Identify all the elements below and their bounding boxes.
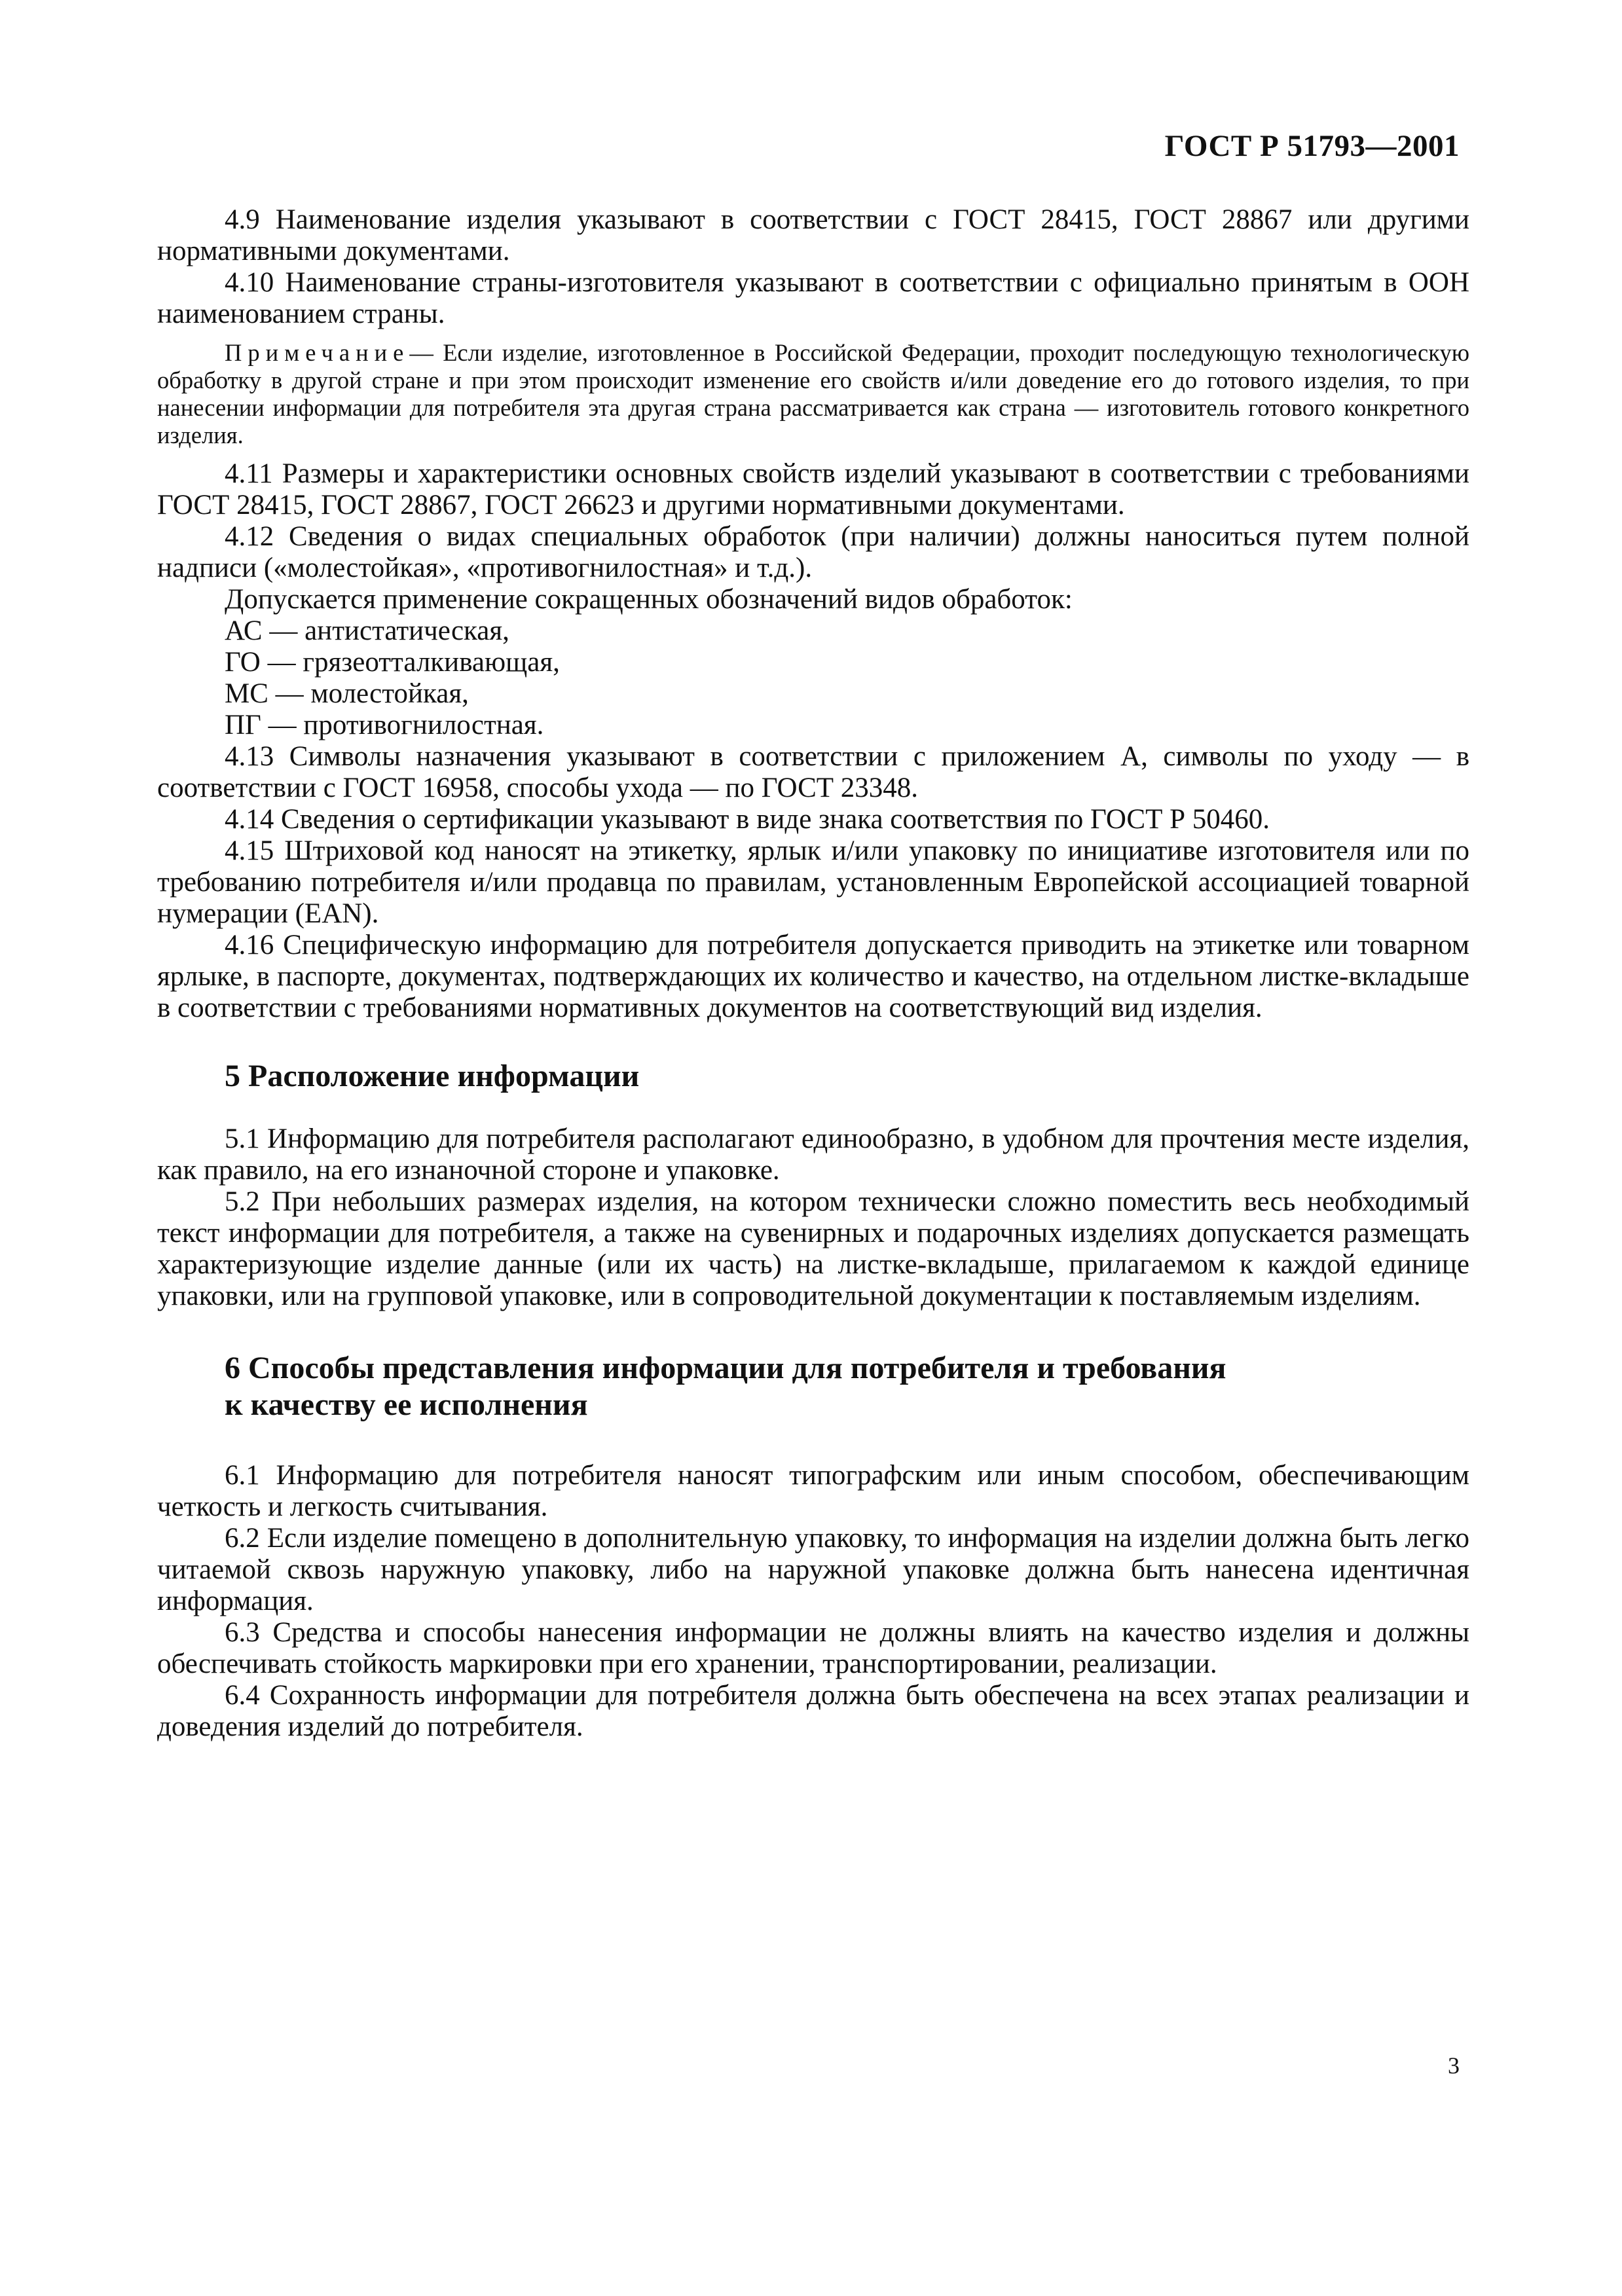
paragraph-4-10: 4.10 Наименование страны-изготовителя указывают в соответствии с официально принятым в ООН наименованием страны. (157, 267, 1469, 329)
section-6-number: 6 (225, 1351, 240, 1385)
page-number: 3 (1448, 2052, 1460, 2079)
list-item-as: АС — антистатическая, (225, 615, 509, 646)
note-paragraph (157, 339, 1469, 449)
document-body (157, 204, 1469, 1743)
paragraph-4-16: 4.16 Специфическую информацию для потребителя допускается приводить на этикетке или товарном ярлыке, в паспорте, документах, подтверждающих их количество и качество, на отдельном листке-вкладыше в соответствии с требованиями нормативных документов на соответствующий вид изделия. (157, 930, 1469, 1023)
paragraph-6-4: 6.4 Сохранность информации для потребителя должна быть обеспечена на всех этапах реализации и доведения изделий до потребителя. (157, 1680, 1469, 1742)
paragraph-6-1: 6.1 Информацию для потребителя наносят типографским или иным способом, обеспечивающим четкость и легкость считывания. (157, 1460, 1469, 1522)
note-label: Примечание (225, 339, 410, 366)
paragraph-5-1: 5.1 Информацию для потребителя располагают единообразно, в удобном для прочтения месте изделия, как правило, на его изнаночной стороне и упаковке. (157, 1123, 1469, 1186)
note-text: — Если изделие, изготовленное в Российской Федерации, проходит последующую технологическую обработку в другой стране и при этом происходит изменение его свойств и/или доведение его до готового изделия, то при нанесении информации для потребителя эта другая страна рассматривается как страна — изготовитель готового конкретного изделия. (157, 339, 1469, 448)
section-5-title: Расположение информации (248, 1059, 640, 1093)
paragraph-6-2: 6.2 Если изделие помещено в дополнительную упаковку, то информация на изделии должна быть легко читаемой сквозь наружную упаковку, либо на наружной упаковке должна быть нанесена идентичная информация. (157, 1523, 1469, 1616)
section-6-title-line2: к качеству ее исполнения (225, 1387, 588, 1422)
document-header: ГОСТ Р 51793—2001 (1164, 129, 1460, 163)
section-5-number: 5 (225, 1059, 240, 1093)
paragraph-4-15: 4.15 Штриховой код наносят на этикетку, ярлык и/или упаковку по инициативе изготовителя или по требованию потребителя и/или продавца по правилам, установленным Европейской ассоциацией товарной нумерации (EAN). (157, 835, 1469, 929)
paragraph-4-14: 4.14 Сведения о сертификации указывают в виде знака соответствия по ГОСТ Р 50460. (225, 804, 1270, 835)
paragraph-4-9: 4.9 Наименование изделия указывают в соответствии с ГОСТ 28415, ГОСТ 28867 или другими нормативными документами. (157, 204, 1469, 266)
paragraph-4-12: 4.12 Сведения о видах специальных обработок (при наличии) должны наноситься путем полной надписи («молестойкая», «противогнилостная» и т.д.). (157, 521, 1469, 583)
section-5-heading (157, 1058, 1469, 1095)
section-6-heading (157, 1350, 1469, 1423)
section-6-title-line1: Способы представления информации для потребителя и требования (248, 1351, 1226, 1385)
list-item-go: ГО — грязеотталкивающая, (225, 647, 560, 678)
paragraph-4-13: 4.13 Символы назначения указывают в соответствии с приложением А, символы по уходу — в соответствии с ГОСТ 16958, способы ухода — по ГОСТ 23348. (157, 741, 1469, 803)
list-item-pg: ПГ — противогнилостная. (225, 710, 544, 740)
list-item-ms: МС — молестойкая, (225, 678, 469, 709)
paragraph-4-11: 4.11 Размеры и характеристики основных свойств изделий указывают в соответствии с требованиями ГОСТ 28415, ГОСТ 28867, ГОСТ 26623 и другими нормативными документами. (157, 458, 1469, 520)
paragraph-5-2: 5.2 При небольших размерах изделия, на котором технически сложно поместить весь необходимый текст информации для потребителя, а также на сувенирных и подарочных изделиях допускается размещать характеризующие изделие данные (или их часть) на листке-вкладыше, прилагаемом к каждой единице упаковки, или на групповой упаковке, или в сопроводительной документации к поставляемым изделиям. (157, 1186, 1469, 1311)
paragraph-6-3: 6.3 Средства и способы нанесения информации не должны влиять на качество изделия и должны обеспечивать стойкость маркировки при его хранении, транспортировании, реализации. (157, 1617, 1469, 1679)
paragraph-abbreviations-intro: Допускается применение сокращенных обозначений видов обработок: (225, 584, 1073, 615)
